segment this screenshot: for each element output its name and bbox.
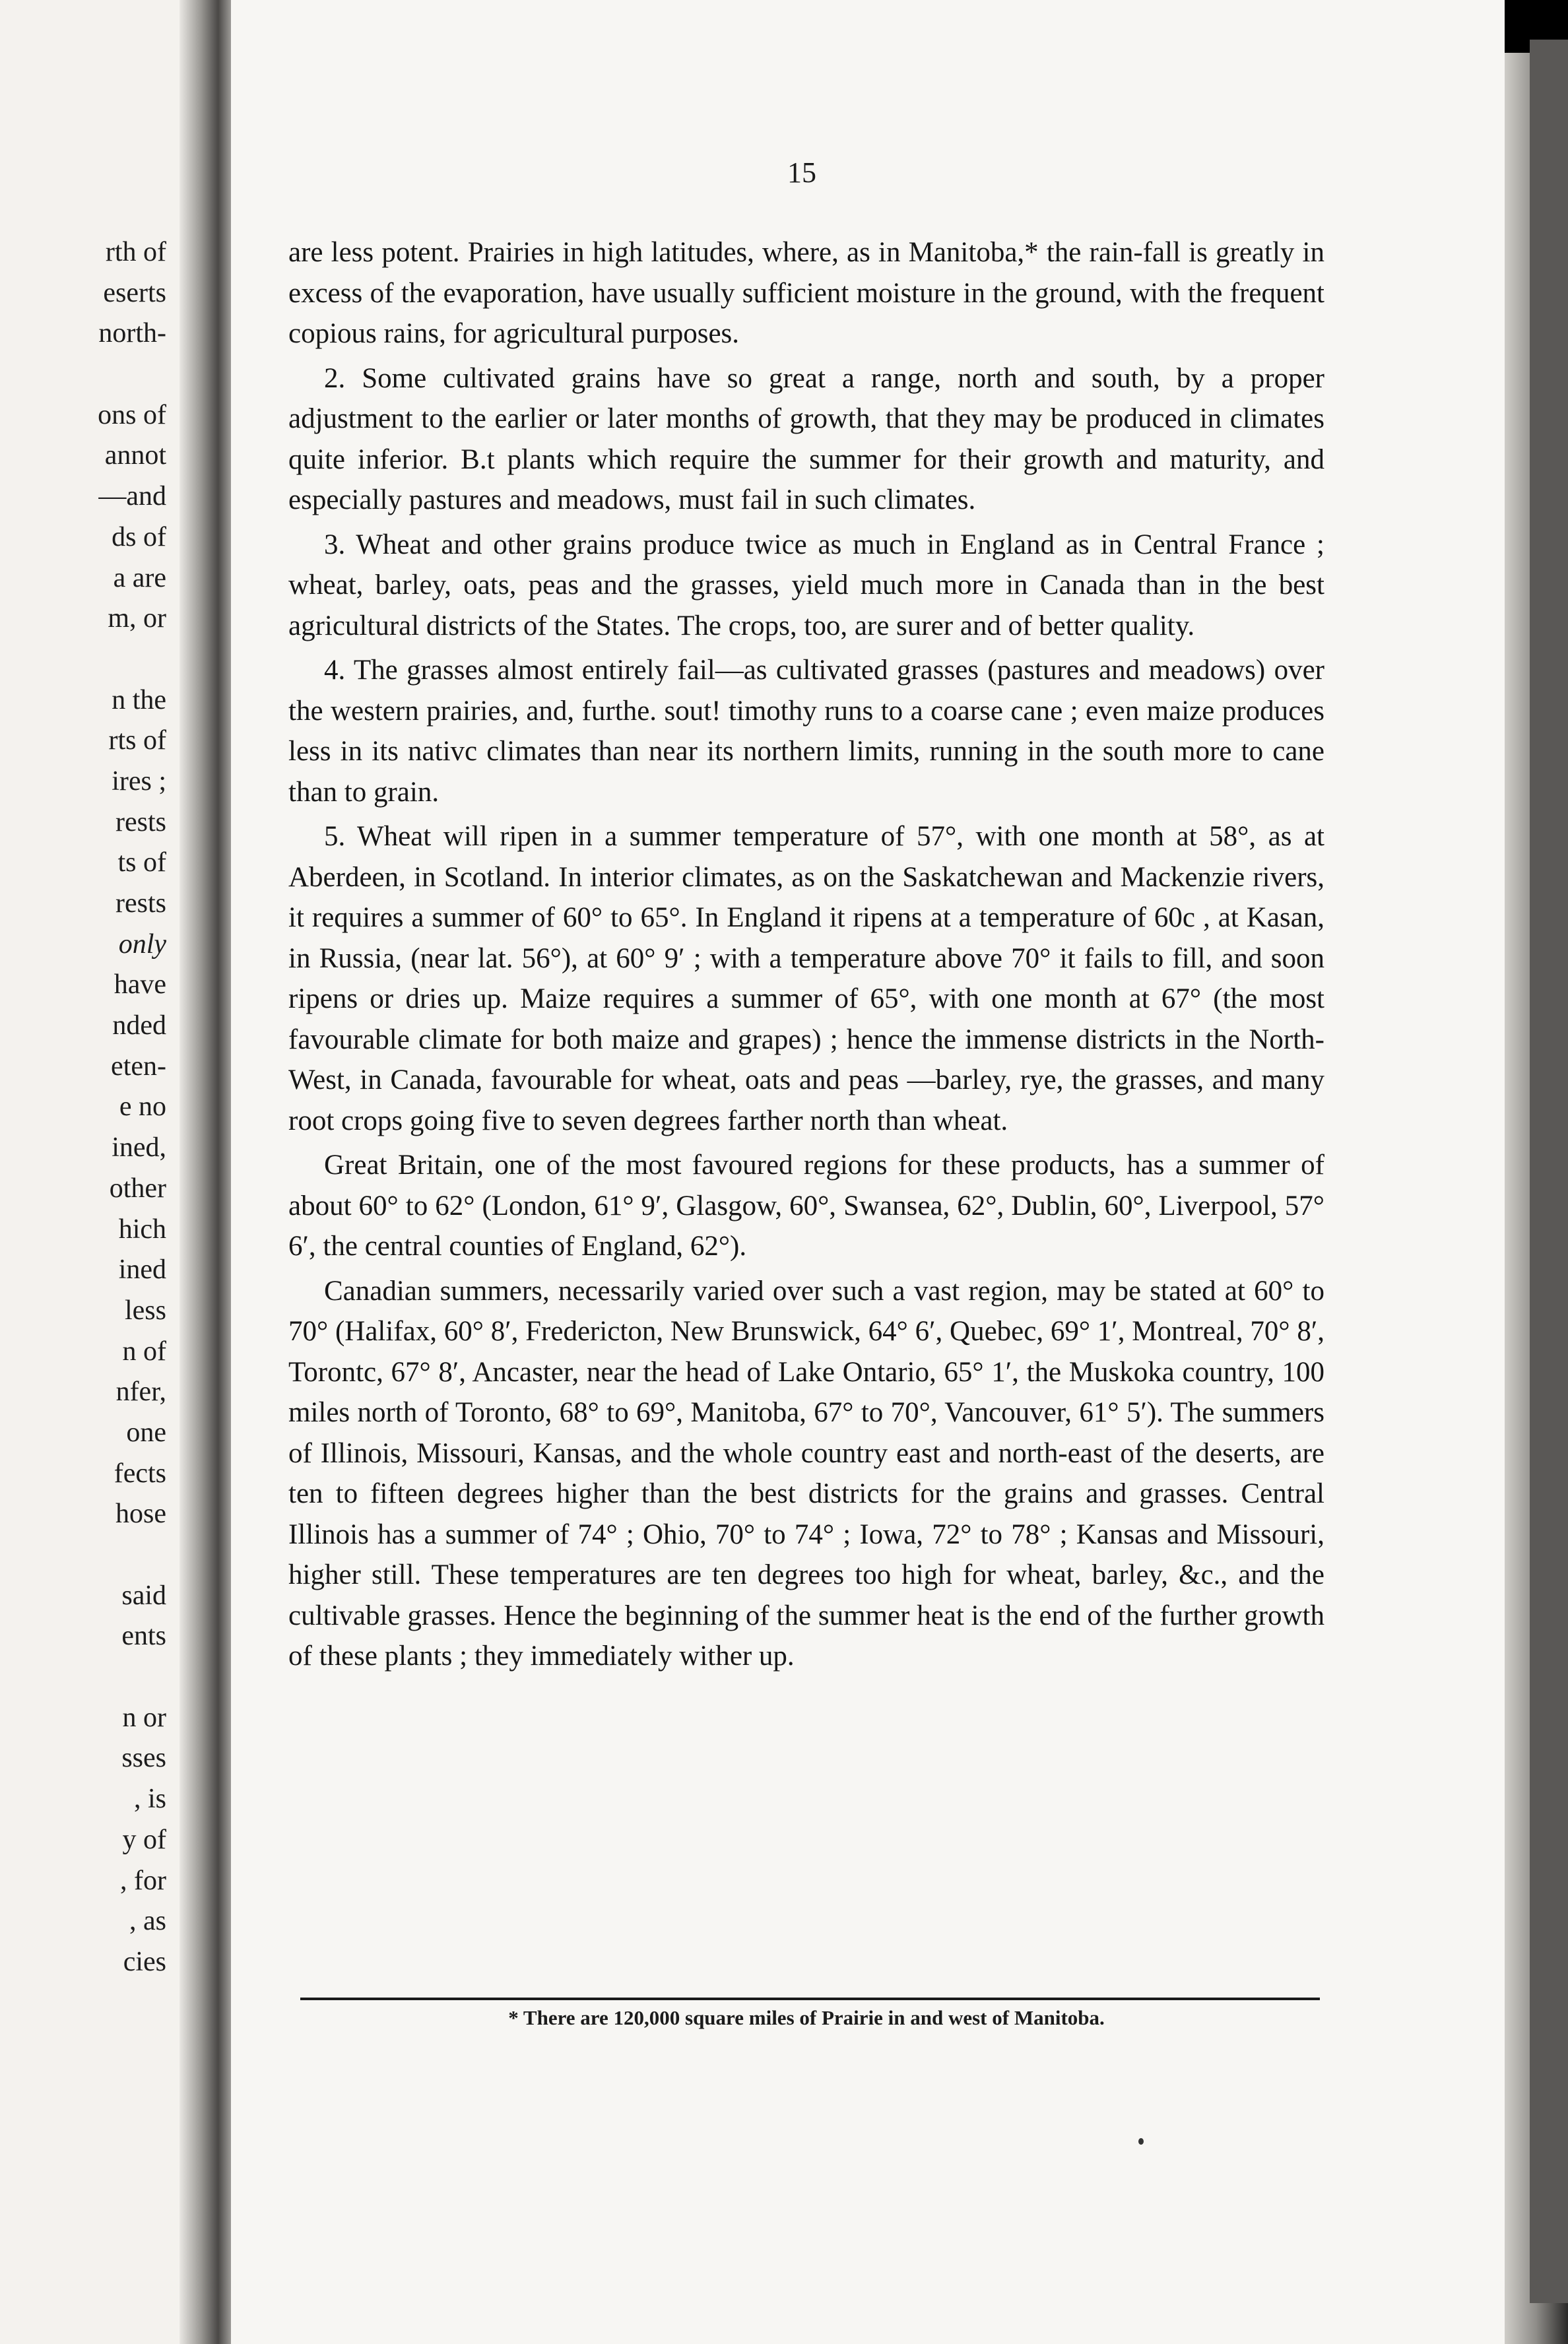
facing-page-text-fragments [0,232,178,1983]
fragment-line: eserts [103,277,166,308]
fragment-line: , is [133,1784,166,1815]
fragment-line: ts of [117,847,166,878]
fragment-line: m, or [108,603,166,634]
fragment-line: n of [122,1336,166,1367]
fragment-line: only [118,928,166,960]
fragment-line: rth of [105,237,166,267]
fragment-line: ined, [112,1132,166,1163]
fragment-line: ons of [98,399,166,430]
fragment-line: ined [118,1254,166,1286]
paragraph-great-britain: Great Britain, one of the most favoured regions for these products, has a summer of about 60° to 62° (London, 61° 9′, Glasgow, 60°, Swansea, 62°, Dublin, 60°, Liverpool, 57° 6′, the central counties of England, 62°). [288,1150,1324,1262]
fragment-line: cies [123,1946,166,1977]
fragment-line: eten- [111,1051,166,1082]
footnote: * There are 120,000 square miles of Prairie in and west of Manitoba. [508,2006,1105,2029]
fragment-line: fects [114,1458,166,1489]
fragment-line: n or [122,1702,166,1733]
fragment-line: less [125,1295,166,1326]
body-text [288,232,1324,1681]
fragment-line: nfer, [115,1377,166,1408]
fragment-line: e no [119,1091,166,1123]
fragment-line: north- [98,318,166,349]
fragment-line: nded [112,1010,166,1041]
paragraph-3: 3. Wheat and other grains produce twice as much in England as in Central France ; wheat, barley, oats, peas and the grasses, yield much more in Canada than in the best agricultural districts of the States. The crops, too, are surer and of better quality. [288,529,1324,641]
fragment-line: hich [118,1214,166,1245]
fragment-line: ents [121,1621,166,1652]
page-edge-strip [1530,40,1568,2303]
fragment-line: sses [121,1743,166,1774]
fragment-line: a are [113,562,166,593]
fragment-line: said [121,1580,166,1611]
footnote-divider [300,1998,1320,2000]
fragment-line: ires ; [112,765,166,797]
fragment-line: annot [104,440,166,471]
fragment-line: rests [115,806,166,837]
fragment-gap [0,354,178,395]
fragment-line: other [109,1173,166,1204]
fragment-gap [0,1535,178,1576]
fragment-gap [0,639,178,680]
fragment-line: , for [120,1865,166,1896]
paragraph-canadian-summers: Canadian summers, necessarily varied over such a vast region, may be stated at 60° to 70° (Halifax, 60° 8′, Fredericton, New Brunswick, 64° 6′, Quebec, 69° 1′, Montreal, 70° 8′, Torontc, 67° 8′, Ancaster, near the head of Lake Ontario, 65° 1′, the Muskoka country, 100 miles north of Toronto, 68° to 69°, Manitoba, 67° to 70°, Vancouver, 61° 5′). The summers of Illinois, Missouri, Kansas, and the whole country east and north-east of the deserts, are ten to fifteen degrees higher than the best districts for the grains and grasses. Central Illinois has a summer of 74° ; Ohio, 70° to 74° ; Iowa, 72° to 78° ; Kansas and Missouri, higher still. These temperatures are ten degrees too high for wheat, barley, &c., and the cultivable grasses. Hence the beginning of the summer heat is the end of the further growth of these plants ; they immediately wither up. [288,1275,1324,1672]
paragraph-5: 5. Wheat will ripen in a summer temperature of 57°, with one month at 58°, as at Aberdeen, in Scotland. In interior climates, as on the Saskatchewan and Mackenzie rivers, it requires a summer of 60° to 65°. In England it ripens at a temperature of 60c , at Kasan, in Russia, (near lat. 56°), at 60° 9′ ; with a temperature above 70° it fails to fill, and soon ripens or dries up. Maize requires a summer of 65°, with one month at 67° (the most favourable climate for both maize and grapes) ; hence the immense districts in the North-West, in Canada, favourable for wheat, oats and peas —barley, rye, the grasses, and many root crops going five to seven degrees farther north than wheat. [288,821,1324,1136]
book-gutter [180,0,239,2344]
fragment-line: , as [129,1906,166,1937]
fragment-line: ds of [112,521,166,552]
fragment-line: —and [98,481,166,512]
paragraph-2: 2. Some cultivated grains have so great a range, north and south, by a proper adjustment to the earlier or later months of growth, that they may be produced in climates quite inferior. B.t plants which require the summer for their growth and maturity, and especially pastures and meadows, must fail in such climates. [288,362,1324,515]
fragment-line: rts of [108,725,166,756]
fragment-gap [0,1657,178,1698]
fragment-line: one [126,1417,166,1448]
print-speck [1138,2138,1144,2145]
fragment-line: n the [112,684,166,715]
fragment-line: y of [122,1824,166,1855]
fragment-line: rests [115,888,166,919]
page-number: 15 [787,156,816,189]
fragment-line: have [114,969,166,1000]
fragment-line: hose [115,1499,166,1530]
paragraph-continuation: are less potent. Prairies in high latitudes, where, as in Manitoba,* the rain-fall is greatly in excess of the evaporation, have usually sufficient moisture in the ground, with the frequent copious rains, for agricultural purposes. [288,237,1324,349]
paragraph-4: 4. The grasses almost entirely fail—as cultivated grasses (pastures and meadows) over the western prairies, and, furthe. sout! timothy runs to a coarse cane ; even maize produces less in its nativc climates than near its northern limits, running in the south more to cane than to grain. [288,655,1324,808]
